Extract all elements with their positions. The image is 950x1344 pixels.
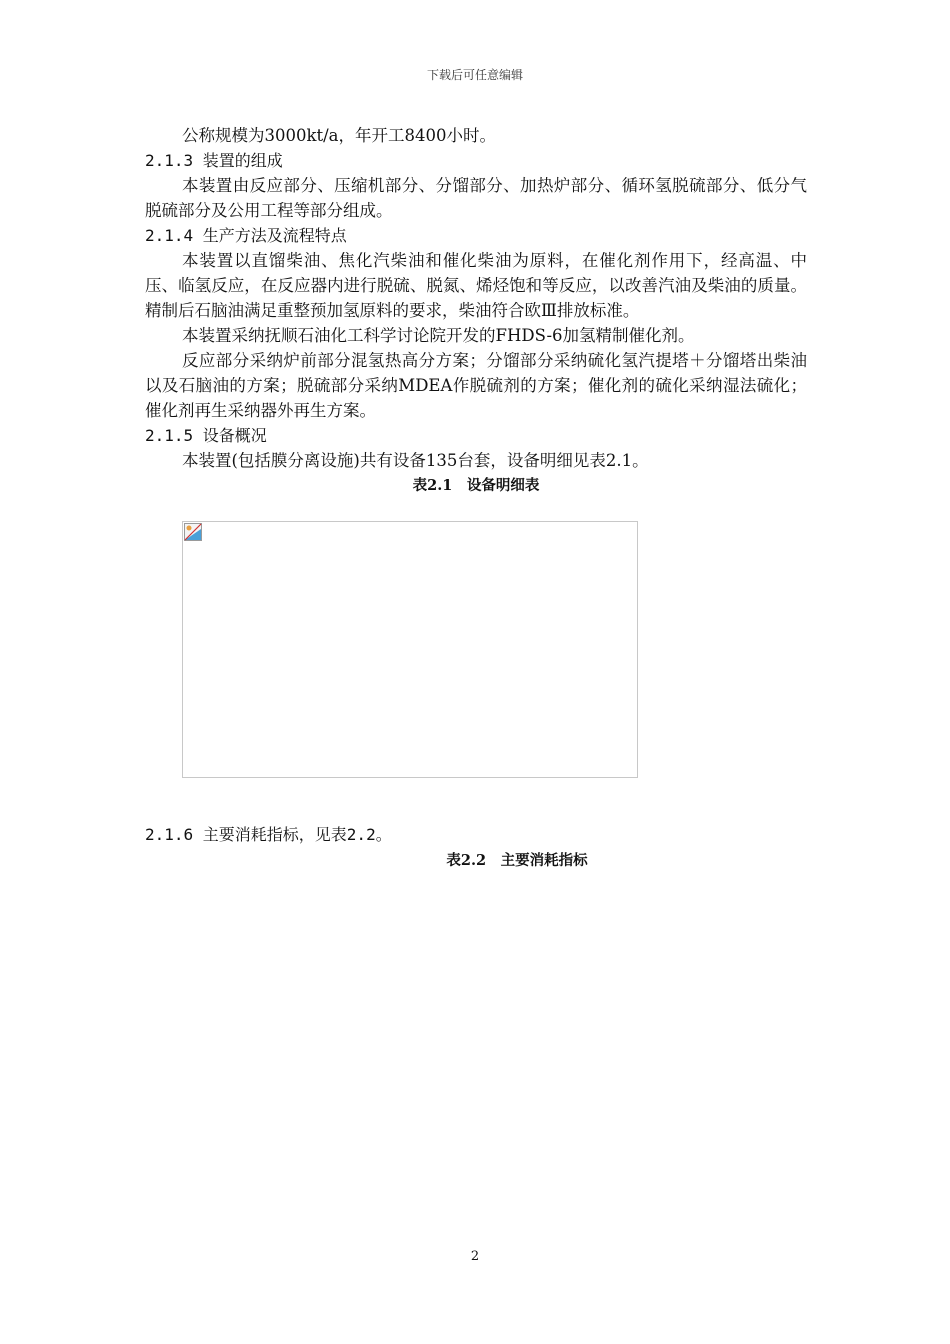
table-2-1-image-placeholder — [182, 521, 638, 778]
heading-2-1-6: 2.1.6 主要消耗指标，见表2.2。 — [145, 825, 392, 844]
page-header: 下载后可任意编辑 — [426, 68, 523, 82]
paragraph-equipment: 本装置(包括膜分离设施)共有设备135台套，设备明细见表2.1。 — [182, 451, 649, 470]
paragraph-capacity: 公称规模为3000kt/a，年开工8400小时。 — [182, 126, 497, 145]
body-text — [145, 123, 807, 498]
page-number: 2 — [470, 1249, 480, 1264]
paragraph-schemes: 反应部分采纳炉前部分混氢热高分方案；分馏部分采纳硫化氢汽提塔＋分馏塔出柴油以及石脑油的方案；脱硫部分采纳MDEA作脱硫剂的方案；催化剂的硫化采纳湿法硫化；催化剂再生采纳器外再生方案。 — [145, 351, 807, 420]
broken-image-icon — [184, 523, 202, 541]
paragraph-process: 本装置以直馏柴油、焦化汽柴油和催化柴油为原料，在催化剂作用下，经高温、中压、临氢反应，在反应器内进行脱硫、脱氮、烯烃饱和等反应，以改善汽油及柴油的质量。精制后石脑油满足重整预加氢原料的要求，柴油符合欧Ⅲ排放标准。 — [145, 251, 807, 320]
table-2-1-caption: 表2.1 设备明细表 — [412, 477, 540, 494]
heading-2-1-4: 2.1.4 生产方法及流程特点 — [145, 226, 347, 245]
table-2-2-caption: 表2.2 主要消耗指标 — [446, 852, 588, 869]
paragraph-composition: 本装置由反应部分、压缩机部分、分馏部分、加热炉部分、循环氢脱硫部分、低分气脱硫部分及公用工程等部分组成。 — [145, 176, 807, 220]
heading-2-1-5: 2.1.5 设备概况 — [145, 426, 267, 445]
paragraph-catalyst: 本装置采纳抚顺石油化工科学讨论院开发的FHDS-6加氢精制催化剂。 — [182, 326, 695, 345]
heading-2-1-3: 2.1.3 装置的组成 — [145, 151, 283, 170]
